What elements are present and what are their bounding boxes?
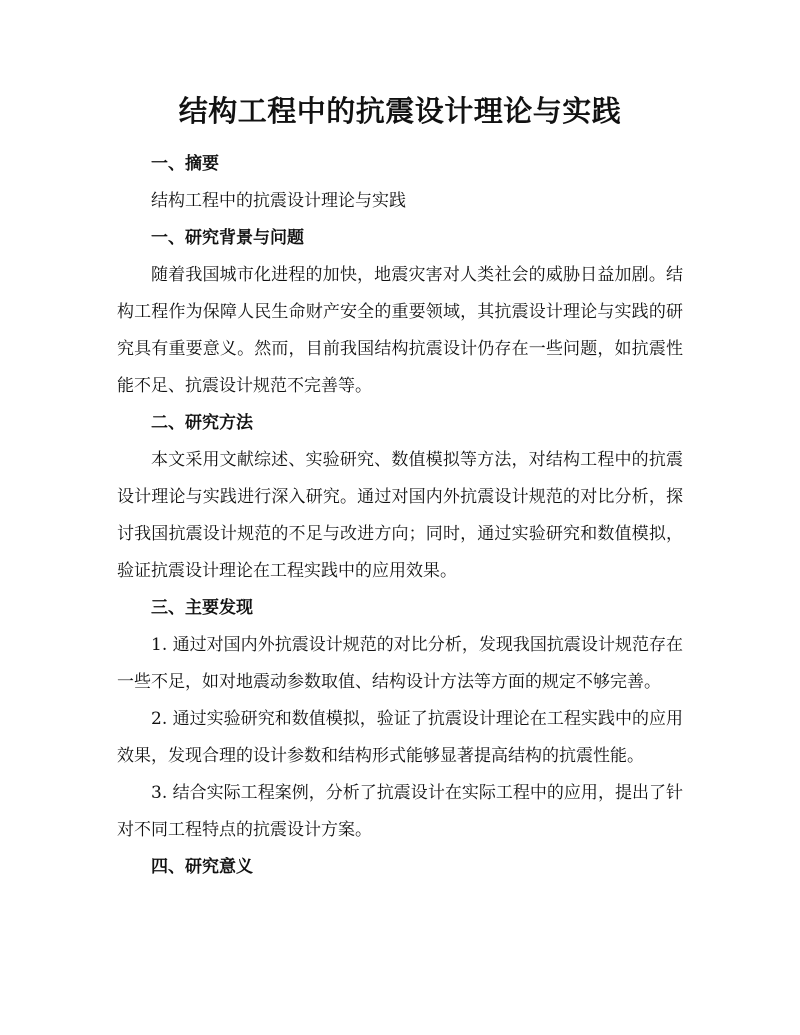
paragraph-methods: 本文采用文献综述、实验研究、数值模拟等方法，对结构工程中的抗震设计理论与实践进行深入研究。通过对国内外抗震设计规范的对比分析，探讨我国抗震设计规范的不足与改进方向；同时，通过实验研究和数值模拟，验证抗震设计理论在工程实践中的应用效果。 [117,450,683,581]
paragraph-finding-3: 3. 结合实际工程案例，分析了抗震设计在实际工程中的应用，提出了针对不同工程特点的抗震设计方案。 [117,783,683,840]
document-title: 结构工程中的抗震设计理论与实践 [178,94,622,128]
section-heading-methods: 二、研究方法 [151,413,253,433]
paragraph-finding-1: 1. 通过对国内外抗震设计规范的对比分析，发现我国抗震设计规范存在一些不足，如对地震动参数取值、结构设计方法等方面的规定不够完善。 [117,635,683,692]
paragraph-background: 随着我国城市化进程的加快，地震灾害对人类社会的威胁日益加剧。结构工程作为保障人民生命财产安全的重要领域，其抗震设计理论与实践的研究具有重要意义。然而，目前我国结构抗震设计仍存在一些问题，如抗震性能不足、抗震设计规范不完善等。 [117,265,683,396]
section-heading-background: 一、研究背景与问题 [151,228,304,248]
section-heading-abstract: 一、摘要 [151,154,219,174]
section-heading-findings: 三、主要发现 [151,598,253,618]
paragraph-finding-2: 2. 通过实验研究和数值模拟，验证了抗震设计理论在工程实践中的应用效果，发现合理的设计参数和结构形式能够显著提高结构的抗震性能。 [117,709,683,766]
document-body [117,146,683,886]
paragraph-abstract: 结构工程中的抗震设计理论与实践 [151,191,406,211]
section-heading-significance: 四、研究意义 [151,857,253,877]
document-page [117,88,683,886]
